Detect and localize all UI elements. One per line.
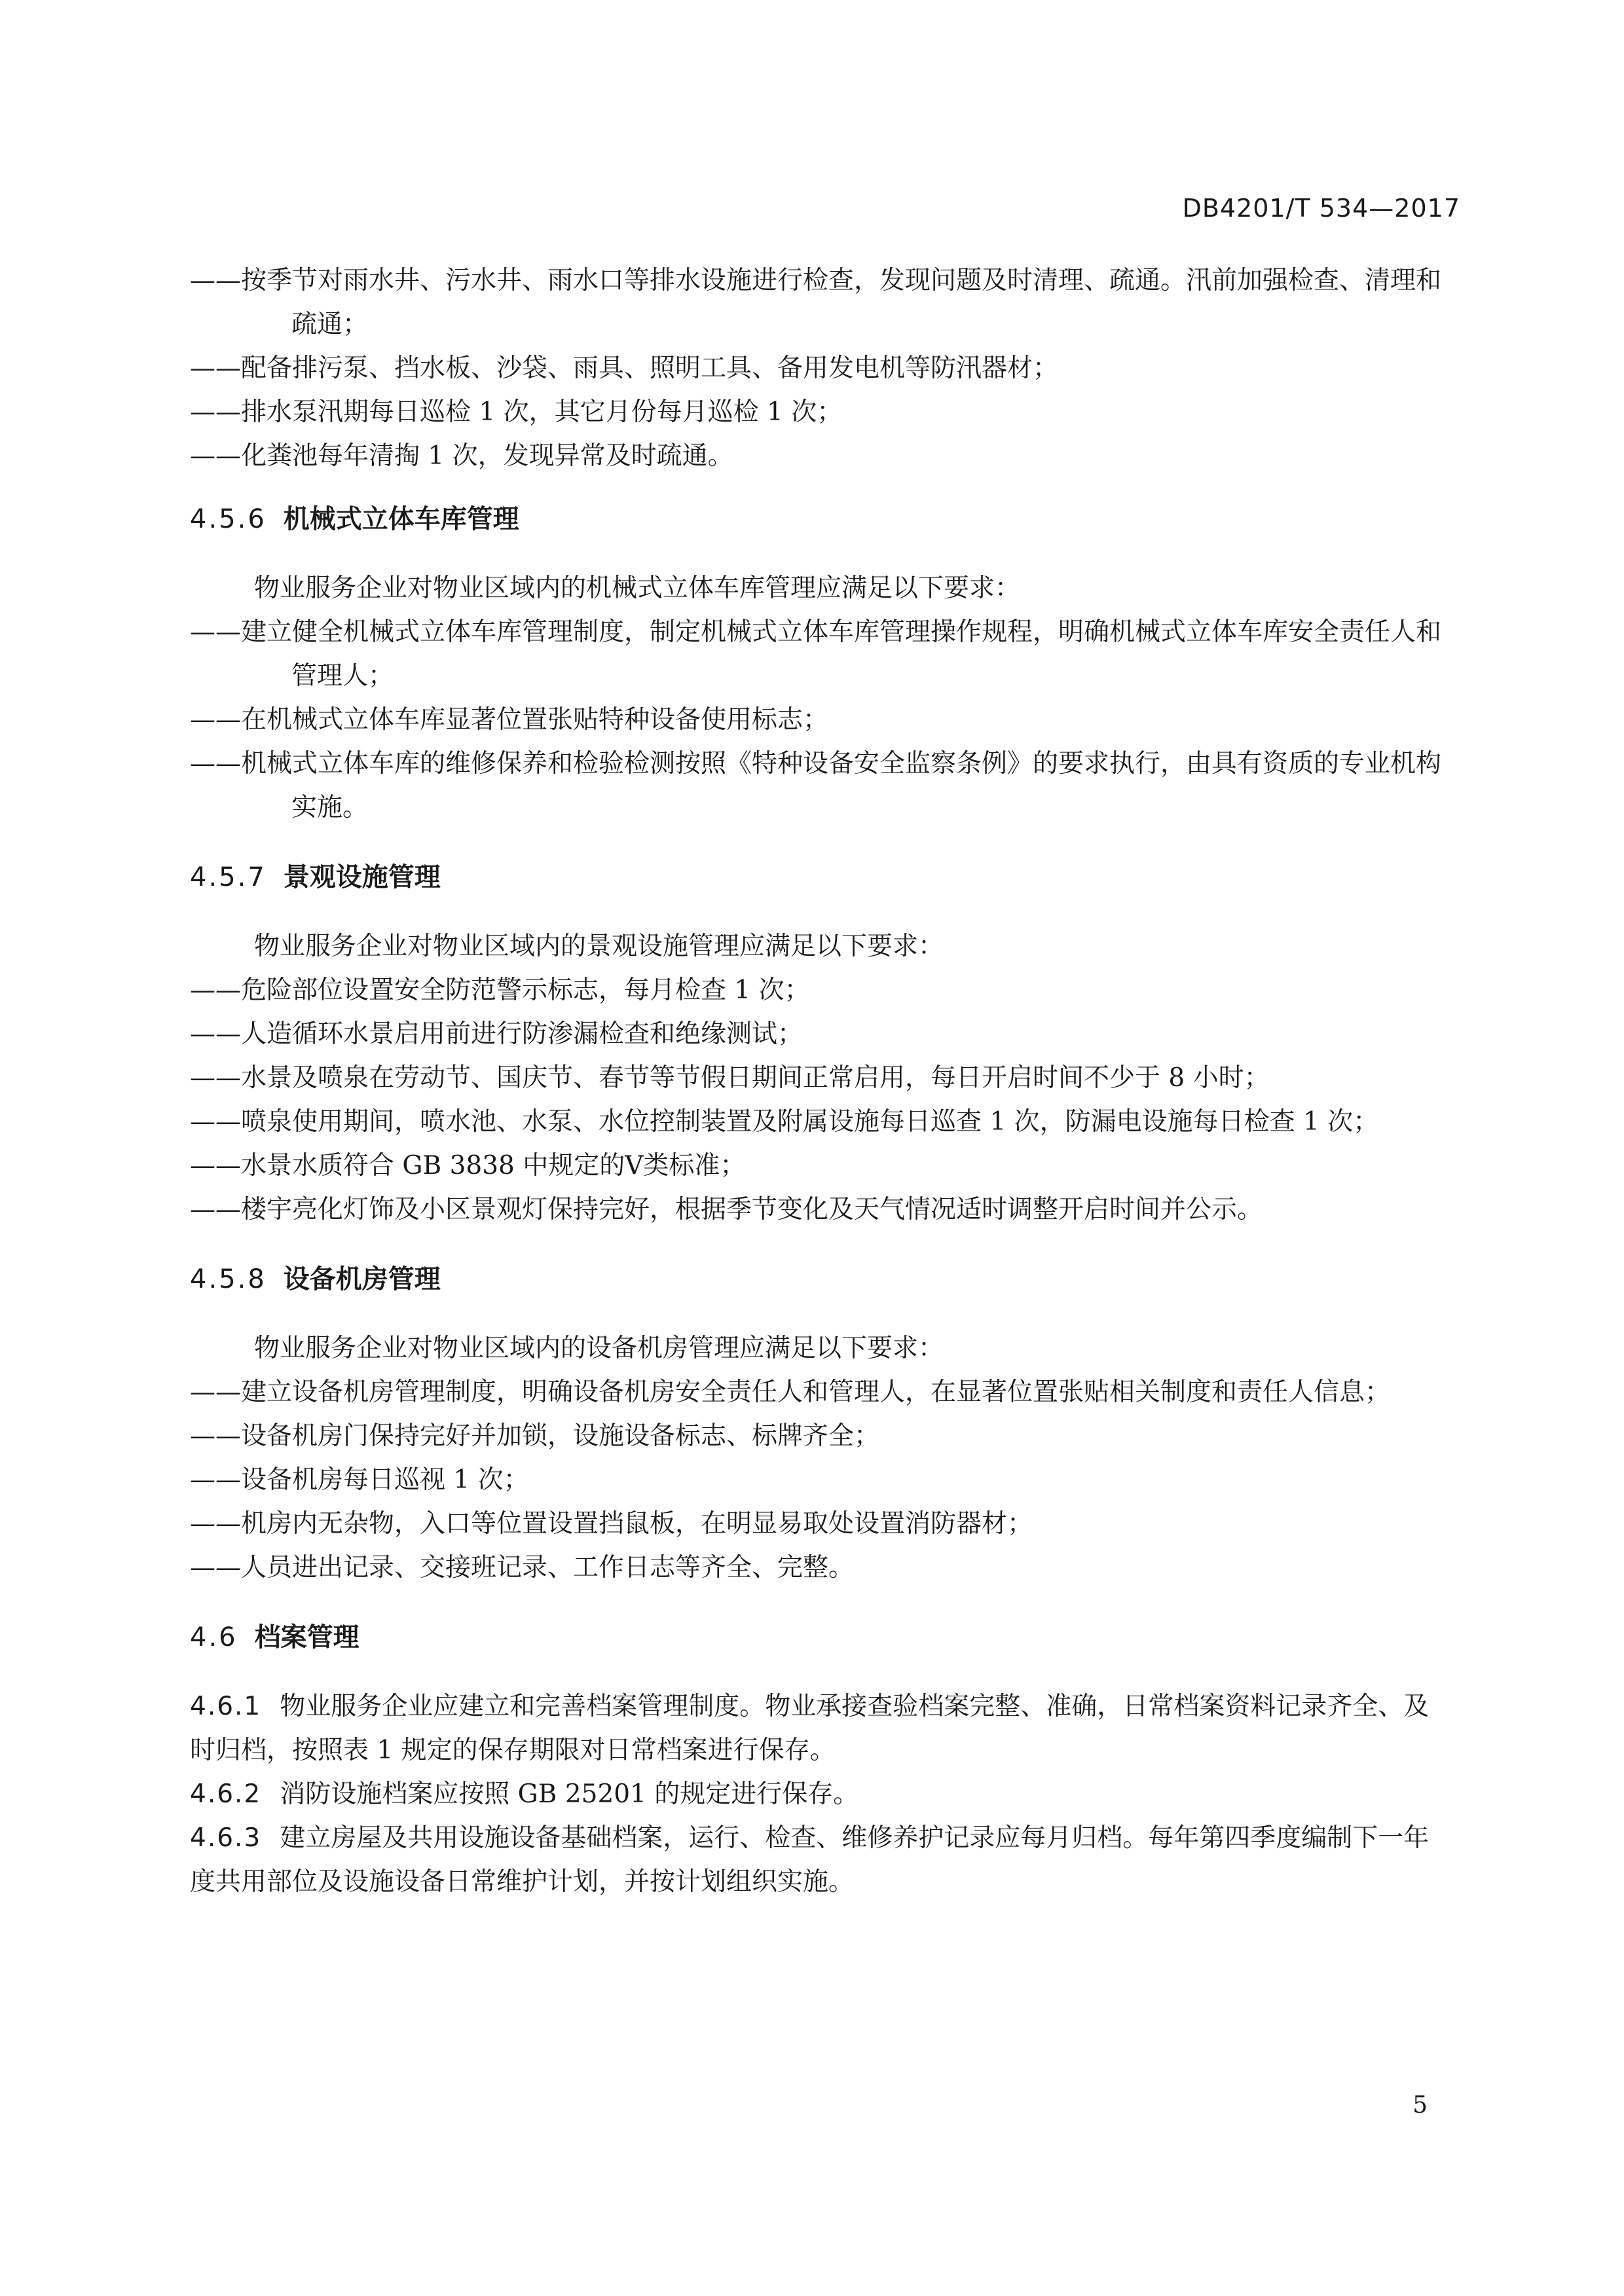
section-number: 4.6 — [190, 1622, 238, 1652]
section-intro: 物业服务企业对物业区域内的机械式立体车库管理应满足以下要求： — [254, 574, 1021, 603]
section-title: 设备机房管理 — [283, 1264, 441, 1294]
list-item: ——机房内无杂物，入口等位置设置挡鼠板，在明显易取处设置消防器材； — [190, 1509, 1033, 1539]
section-heading-4-5-7 — [190, 856, 1454, 900]
clause-text: 物业服务企业应建立和完善档案管理制度。物业承接查验档案完整、准确，日常档案资料记录齐全、及时归档，按照表 1 规定的保存期限对日常档案进行保存。 — [190, 1692, 1430, 1765]
list-item: ——水景水质符合 GB 3838 中规定的Ⅴ类标准； — [190, 1151, 746, 1180]
section-heading-4-5-6 — [190, 498, 1454, 541]
list-item: ——配备排污泵、挡水板、沙袋、雨具、照明工具、备用发电机等防汛器材； — [190, 354, 1059, 383]
list-item: ——化粪池每年清掏 1 次，发现异常及时疏通。 — [190, 441, 733, 471]
list-item: ——人员进出记录、交接班记录、工作日志等齐全、完整。 — [190, 1553, 855, 1582]
clause-number: 4.6.2 — [190, 1779, 262, 1809]
section-heading-4-5-8 — [190, 1258, 1454, 1302]
list-item: ——按季节对雨水井、污水井、雨水口等排水设施进行检查，发现问题及时清理、疏通。汛前加强检查、清理和疏通； — [190, 266, 1442, 339]
list-item: ——设备机房每日巡视 1 次； — [190, 1465, 529, 1495]
section-number: 4.5.8 — [190, 1264, 267, 1294]
clause-text: 消防设施档案应按照 GB 25201 的规定进行保存。 — [280, 1779, 859, 1809]
list-item: ——人造循环水景启用前进行防渗漏检查和绝缘测试； — [190, 1019, 803, 1049]
section-intro: 物业服务企业对物业区域内的设备机房管理应满足以下要求： — [254, 1334, 944, 1363]
list-item: ——危险部位设置安全防范警示标志，每月检查 1 次； — [190, 975, 810, 1005]
clause-number: 4.6.1 — [190, 1692, 262, 1721]
section-intro: 物业服务企业对物业区域内的景观设施管理应满足以下要求： — [254, 932, 944, 961]
section-heading-4-6 — [190, 1616, 1454, 1660]
list-item: ——设备机房门保持完好并加锁，设施设备标志、标牌齐全； — [190, 1421, 880, 1451]
list-item: ——排水泵汛期每日巡检 1 次，其它月份每月巡检 1 次； — [190, 397, 843, 427]
section-title: 机械式立体车库管理 — [283, 504, 519, 534]
clause-number: 4.6.3 — [190, 1823, 262, 1853]
list-item: ——在机械式立体车库显著位置张贴特种设备使用标志； — [190, 705, 829, 735]
clause-4-6-1 — [190, 1685, 1454, 1772]
section-number: 4.5.7 — [190, 862, 267, 892]
list-item: ——建立健全机械式立体车库管理制度，制定机械式立体车库管理操作规程，明确机械式立体车库安全责任人和管理人； — [190, 617, 1442, 691]
section-title: 景观设施管理 — [283, 862, 441, 892]
page-number: 5 — [1412, 2092, 1428, 2119]
clause-4-6-3 — [190, 1816, 1454, 1904]
document-code: DB4201/T 534—2017 — [1182, 194, 1460, 223]
section-number: 4.5.6 — [190, 504, 267, 534]
list-item: ——建立设备机房管理制度，明确设备机房安全责任人和管理人，在显著位置张贴相关制度和责任人信息； — [190, 1377, 1391, 1407]
list-item: ——水景及喷泉在劳动节、国庆节、春节等节假日期间正常启用，每日开启时间不少于 8 小时； — [190, 1063, 1270, 1093]
page-content — [190, 259, 1454, 1904]
clause-4-6-2 — [190, 1772, 1454, 1816]
section-title: 档案管理 — [254, 1622, 360, 1652]
list-item: ——楼宇亮化灯饰及小区景观灯保持完好，根据季节变化及天气情况适时调整开启时间并公示。 — [190, 1195, 1263, 1224]
clause-text: 建立房屋及共用设施设备基础档案，运行、检查、维修养护记录应每月归档。每年第四季度编制下一年度共用部位及设施设备日常维护计划，并按计划组织实施。 — [190, 1823, 1430, 1897]
list-item: ——喷泉使用期间，喷水池、水泵、水位控制装置及附属设施每日巡查 1 次，防漏电设施每日检查 1 次； — [190, 1107, 1379, 1137]
list-item: ——机械式立体车库的维修保养和检验检测按照《特种设备安全监察条例》的要求执行，由具有资质的专业机构实施。 — [190, 749, 1442, 822]
